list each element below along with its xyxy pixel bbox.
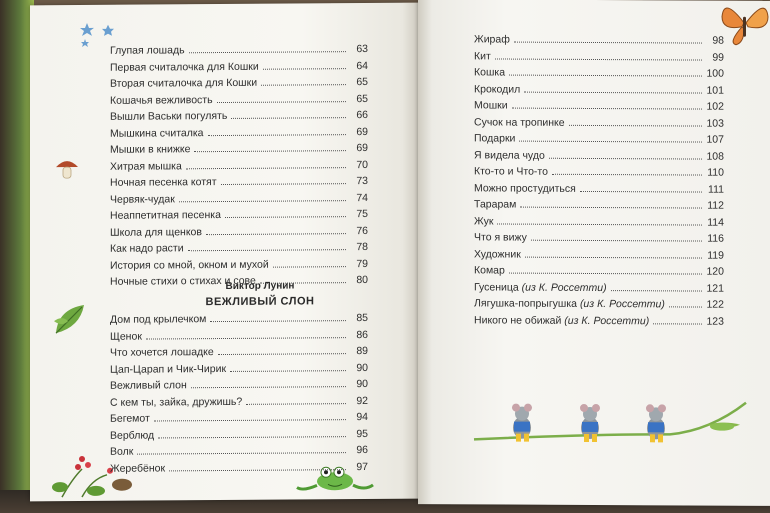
- toc-entry[interactable]: [110, 224, 368, 242]
- dot-leader: [154, 419, 346, 421]
- toc-entry-page: 97: [356, 460, 368, 473]
- toc-entry[interactable]: [110, 76, 368, 94]
- dot-leader: [653, 323, 702, 324]
- dot-leader: [669, 306, 702, 307]
- dot-leader: [552, 174, 702, 176]
- toc-entry-page: 99: [712, 51, 724, 64]
- toc-entry[interactable]: [474, 50, 724, 68]
- toc-entry-title-with-credit: [474, 297, 665, 310]
- dot-leader: [230, 370, 346, 372]
- toc-entry-title: Что я вижу: [474, 231, 527, 244]
- toc-entry-title: Кто-то и Что-то: [474, 165, 548, 178]
- toc-entry-credit: (из К. Россетти): [521, 281, 607, 294]
- toc-entry[interactable]: [110, 427, 368, 445]
- toc-entry-page: 65: [356, 92, 368, 105]
- book-cover-edge: [0, 0, 34, 513]
- toc-entry-page: 75: [356, 207, 368, 221]
- toc-entry-title: Дом под крылечком: [110, 313, 207, 326]
- toc-entry-title: Лягушка-попрыгушка: [474, 297, 578, 310]
- toc-entry[interactable]: [474, 198, 724, 216]
- toc-entry-title: Сучок на тропинке: [474, 115, 565, 129]
- toc-entry-page: 123: [706, 315, 724, 328]
- dot-leader: [169, 469, 346, 471]
- toc-entry-title: Никого не обижай: [474, 313, 562, 327]
- toc-entry[interactable]: [110, 411, 368, 429]
- dot-leader: [524, 91, 702, 93]
- toc-entry-title: Неаппетитная песенка: [110, 209, 221, 222]
- toc-entry-page: 94: [356, 410, 368, 424]
- butterfly-icon: [718, 1, 770, 47]
- toc-entry[interactable]: [110, 312, 368, 330]
- contents-list-part1: [110, 43, 368, 292]
- toc-entry-credit: (из К. Россетти): [564, 314, 650, 327]
- toc-entry-title: Мышки в книжке: [110, 143, 191, 156]
- toc-entry[interactable]: [474, 149, 724, 167]
- toc-entry[interactable]: [110, 191, 368, 209]
- toc-entry-title: Можно простудиться: [474, 181, 576, 195]
- toc-entry-page: 111: [708, 183, 724, 196]
- dot-leader: [549, 157, 702, 159]
- toc-entry[interactable]: [110, 328, 368, 346]
- toc-entry-page: 80: [356, 273, 368, 287]
- toc-entry[interactable]: [110, 142, 368, 160]
- toc-entry[interactable]: [110, 158, 368, 176]
- dot-leader: [512, 108, 702, 110]
- dot-leader: [221, 183, 346, 185]
- toc-entry-title: Вежливый слон: [110, 379, 187, 392]
- toc-entry-title: Мошки: [474, 99, 508, 112]
- toc-entry-title: Первая считалочка для Кошки: [110, 60, 259, 74]
- toc-entry[interactable]: [474, 99, 724, 117]
- toc-entry-page: 95: [356, 427, 368, 440]
- dot-leader: [158, 436, 346, 438]
- toc-entry-page: 69: [356, 141, 368, 155]
- toc-entry-title: Кошачья вежливость: [110, 93, 213, 107]
- toc-entry[interactable]: [474, 33, 724, 51]
- toc-entry-title: Ночная песенка котят: [110, 176, 217, 189]
- toc-entry[interactable]: [474, 132, 724, 150]
- author-name: Виктор Лунин: [225, 280, 295, 292]
- toc-entry-title: Жук: [474, 214, 494, 227]
- toc-entry-title: Хитрая мышка: [110, 159, 182, 173]
- toc-entry-title: Гусеница: [474, 280, 519, 294]
- toc-entry-page: 107: [706, 133, 724, 146]
- toc-entry-page: 102: [706, 100, 724, 113]
- toc-entry[interactable]: [110, 109, 368, 127]
- toc-entry-page: 120: [706, 265, 724, 278]
- toc-entry-title: Волк: [110, 445, 134, 458]
- toc-entry-page: 103: [706, 117, 724, 130]
- toc-entry[interactable]: [474, 264, 724, 282]
- toc-entry[interactable]: [474, 215, 724, 233]
- toc-entry-title-with-credit: [474, 314, 649, 327]
- toc-entry-page: 69: [356, 125, 368, 138]
- toc-entry-page: 70: [356, 158, 368, 171]
- dot-leader: [208, 134, 346, 136]
- toc-entry[interactable]: [474, 182, 724, 200]
- dot-leader: [246, 403, 346, 405]
- toc-entry-page: 78: [356, 240, 368, 254]
- toc-entry-title: Кошка: [474, 66, 506, 79]
- left-page: [30, 3, 418, 502]
- dot-leader: [179, 200, 346, 202]
- toc-entry-page: 92: [356, 394, 368, 407]
- toc-entry-page: 121: [706, 282, 724, 295]
- toc-entry[interactable]: [474, 66, 724, 84]
- toc-entry-page: 74: [356, 191, 368, 204]
- dot-leader: [261, 84, 346, 86]
- dot-leader: [189, 51, 346, 53]
- toc-entry[interactable]: [110, 394, 368, 412]
- dot-leader: [231, 117, 346, 119]
- toc-entry-credit: (из К. Россетти): [579, 297, 665, 311]
- dot-leader: [137, 452, 346, 454]
- toc-entry-title: Что хочется лошадке: [110, 346, 214, 359]
- toc-entry-title: Комар: [474, 264, 505, 277]
- dot-leader: [611, 290, 702, 291]
- contents-list-part2: [110, 312, 368, 479]
- toc-entry[interactable]: [110, 175, 368, 193]
- toc-entry-title: С кем ты, зайка, дружишь?: [110, 395, 243, 409]
- dot-leader: [514, 42, 702, 44]
- toc-entry-title: Глупая лошадь: [110, 44, 185, 57]
- toc-entry[interactable]: [110, 378, 368, 396]
- toc-entry-page: 85: [356, 311, 368, 325]
- dot-leader: [210, 320, 346, 322]
- toc-entry-title-with-credit: [474, 281, 607, 294]
- toc-entry-title: Жеребёнок: [110, 461, 166, 475]
- toc-entry[interactable]: [110, 361, 368, 379]
- toc-entry-title: Как надо расти: [110, 242, 184, 255]
- dot-leader: [263, 68, 346, 70]
- toc-entry[interactable]: [474, 165, 724, 183]
- dot-leader: [580, 190, 702, 192]
- toc-entry-title: Верблюд: [110, 428, 155, 442]
- toc-entry-title: Вышли Васьки погулять: [110, 109, 228, 123]
- toc-entry-title: Щенок: [110, 330, 142, 343]
- toc-entry-page: 76: [356, 224, 368, 237]
- dot-leader: [509, 273, 702, 275]
- toc-entry-title: Жираф: [474, 33, 510, 46]
- dot-leader: [495, 58, 702, 60]
- dot-leader: [217, 101, 346, 103]
- toc-entry-title: Вторая считалочка для Кошки: [110, 76, 258, 90]
- dot-leader: [569, 124, 702, 126]
- toc-entry-title: Школа для щенков: [110, 225, 202, 239]
- dot-leader: [146, 337, 346, 339]
- toc-entry-page: 96: [356, 443, 368, 457]
- contents-list-right: [474, 33, 724, 331]
- toc-entry[interactable]: [110, 257, 368, 275]
- toc-entry[interactable]: [110, 43, 368, 61]
- dot-leader: [520, 207, 702, 209]
- dot-leader: [273, 266, 346, 268]
- toc-entry-title: Тарарам: [474, 198, 517, 211]
- toc-entry[interactable]: [474, 297, 724, 315]
- toc-entry-page: 116: [707, 232, 724, 245]
- toc-entry[interactable]: [110, 59, 368, 77]
- dot-leader: [519, 141, 702, 143]
- toc-entry-page: 98: [712, 34, 724, 47]
- toc-entry-page: 89: [356, 344, 368, 358]
- toc-entry-title: Бегемот: [110, 412, 150, 425]
- leaf-icon: [52, 301, 88, 337]
- toc-entry[interactable]: [110, 460, 368, 478]
- toc-entry[interactable]: [474, 231, 724, 249]
- toc-entry-page: 122: [706, 298, 724, 311]
- toc-entry[interactable]: [110, 208, 368, 226]
- toc-entry-page: 65: [356, 75, 368, 89]
- toc-entry-page: 101: [706, 84, 724, 97]
- toc-entry-page: 90: [356, 377, 368, 391]
- dot-leader: [225, 216, 346, 218]
- dot-leader: [525, 256, 702, 258]
- toc-entry[interactable]: [110, 125, 368, 143]
- toc-entry[interactable]: [474, 248, 724, 266]
- toc-entry[interactable]: [474, 314, 724, 332]
- dot-leader: [206, 233, 346, 235]
- toc-entry-page: 86: [356, 328, 368, 341]
- dot-leader: [191, 386, 346, 388]
- toc-entry-title: Червяк-чудак: [110, 192, 175, 206]
- toc-entry-page: 63: [356, 42, 368, 56]
- toc-entry-title: Мышкина считалка: [110, 126, 204, 140]
- toc-entry[interactable]: [110, 444, 368, 462]
- toc-entry-page: 112: [707, 199, 724, 212]
- dot-leader: [186, 167, 346, 169]
- toc-entry-title: Крокодил: [474, 82, 521, 96]
- toc-entry-title: История со мной, окном и мухой: [110, 258, 269, 272]
- toc-entry[interactable]: [474, 83, 724, 101]
- toc-entry-page: 79: [356, 257, 368, 270]
- dot-leader: [509, 75, 702, 77]
- toc-entry[interactable]: [110, 92, 368, 110]
- toc-entry[interactable]: [474, 281, 724, 299]
- dot-leader: [218, 353, 346, 355]
- dot-leader: [194, 150, 346, 152]
- toc-entry-title: Подарки: [474, 132, 516, 145]
- dot-leader: [531, 240, 702, 242]
- toc-entry-title: Ночные стихи о стихах и сове: [110, 274, 256, 288]
- toc-entry-page: 90: [356, 361, 368, 374]
- toc-entry-title: Кит: [474, 49, 491, 62]
- toc-entry[interactable]: [474, 116, 724, 134]
- dot-leader: [497, 223, 702, 225]
- toc-entry-page: 64: [356, 59, 368, 72]
- toc-entry-page: 114: [707, 216, 724, 229]
- toc-entry[interactable]: [110, 241, 368, 259]
- mice-pulling-grass-icon: [470, 399, 750, 450]
- toc-entry-title: Художник: [474, 247, 521, 261]
- dot-leader: [188, 249, 346, 251]
- toc-entry-page: 100: [706, 67, 724, 80]
- toc-entry-page: 110: [707, 166, 724, 179]
- toc-entry-page: 66: [356, 108, 368, 122]
- toc-entry-page: 119: [707, 249, 724, 262]
- toc-entry-page: 108: [706, 150, 724, 163]
- toc-entry-page: 73: [356, 174, 368, 188]
- right-page: [418, 0, 770, 506]
- toc-entry[interactable]: [110, 345, 368, 363]
- toc-entry-title: Я видела чудо: [474, 148, 545, 162]
- toc-entry-title: Цап-Царап и Чик-Чирик: [110, 362, 227, 376]
- mushroom-icon: [54, 155, 80, 181]
- section-title: ВЕЖЛИВЫЙ СЛОН: [205, 295, 315, 309]
